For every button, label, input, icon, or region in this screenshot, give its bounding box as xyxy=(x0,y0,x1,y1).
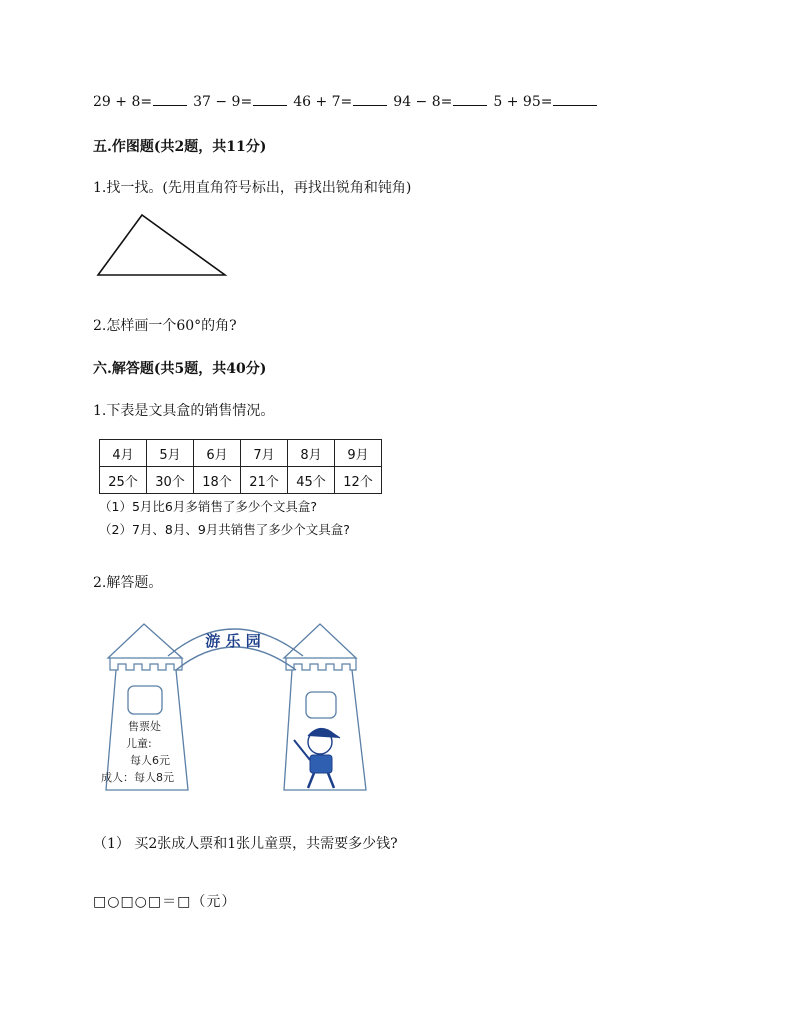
answer-blank[interactable] xyxy=(353,93,387,106)
tower-window xyxy=(306,692,336,718)
equation-1: 29 + 8= xyxy=(93,93,187,110)
table-row-counts xyxy=(100,467,382,494)
park-question-1: （1） 买2张成人票和1张儿童票，共需要多少钱? xyxy=(93,836,398,852)
table-cell: 45个 xyxy=(288,467,335,494)
sales-table xyxy=(99,439,382,494)
table-cell: 4月 xyxy=(100,440,147,467)
table-cell: 25个 xyxy=(100,467,147,494)
triangle-figure xyxy=(90,208,235,283)
triangle-shape xyxy=(98,215,225,275)
cartoon-child-icon xyxy=(294,728,340,788)
section5-question-2: 2.怎样画一个60°的角? xyxy=(93,318,237,334)
table-cell: 6月 xyxy=(194,440,241,467)
answer-blank[interactable] xyxy=(553,93,597,106)
child-ticket-label: 儿童: xyxy=(126,737,152,750)
equation-3: 46 + 7= xyxy=(293,93,387,110)
table-cell: 12个 xyxy=(335,467,382,494)
section5-title: 五.作图题(共2题，共11分) xyxy=(93,139,267,155)
answer-blank[interactable] xyxy=(253,93,287,106)
adult-ticket-price: 成人：每人8元 xyxy=(101,771,174,784)
table-cell: 8月 xyxy=(288,440,335,467)
table-cell: 7月 xyxy=(241,440,288,467)
child-ticket-price: 每人6元 xyxy=(130,754,170,767)
table-cell: 18个 xyxy=(194,467,241,494)
table-question-2: （2）7月、8月、9月共销售了多少个文具盒? xyxy=(99,522,350,537)
answer-blank[interactable] xyxy=(453,93,487,106)
section6-title: 六.解答题(共5题，共40分) xyxy=(93,361,267,377)
equation-row xyxy=(93,93,597,110)
section5-question-1: 1.找一找。(先用直角符号标出，再找出锐角和钝角) xyxy=(93,180,412,196)
equation-4: 94 − 8= xyxy=(393,93,487,110)
park-sign-text: 游 乐 园 xyxy=(205,632,261,650)
table-cell: 30个 xyxy=(147,467,194,494)
answer-formula[interactable]: □○□○□＝□（元） xyxy=(93,894,237,910)
equation-2: 37 − 9= xyxy=(193,93,287,110)
table-cell: 9月 xyxy=(335,440,382,467)
answer-blank[interactable] xyxy=(153,93,187,106)
table-row-months xyxy=(100,440,382,467)
section6-question-2: 2.解答题。 xyxy=(93,575,163,591)
section6-question-1: 1.下表是文具盒的销售情况。 xyxy=(93,403,275,419)
table-cell: 5月 xyxy=(147,440,194,467)
table-cell: 21个 xyxy=(241,467,288,494)
equation-5: 5 + 95= xyxy=(493,93,597,110)
booth-window xyxy=(128,686,162,714)
table-question-1: （1）5月比6月多销售了多少个文具盒? xyxy=(99,499,317,514)
ticket-booth-label: 售票处 xyxy=(128,720,161,733)
